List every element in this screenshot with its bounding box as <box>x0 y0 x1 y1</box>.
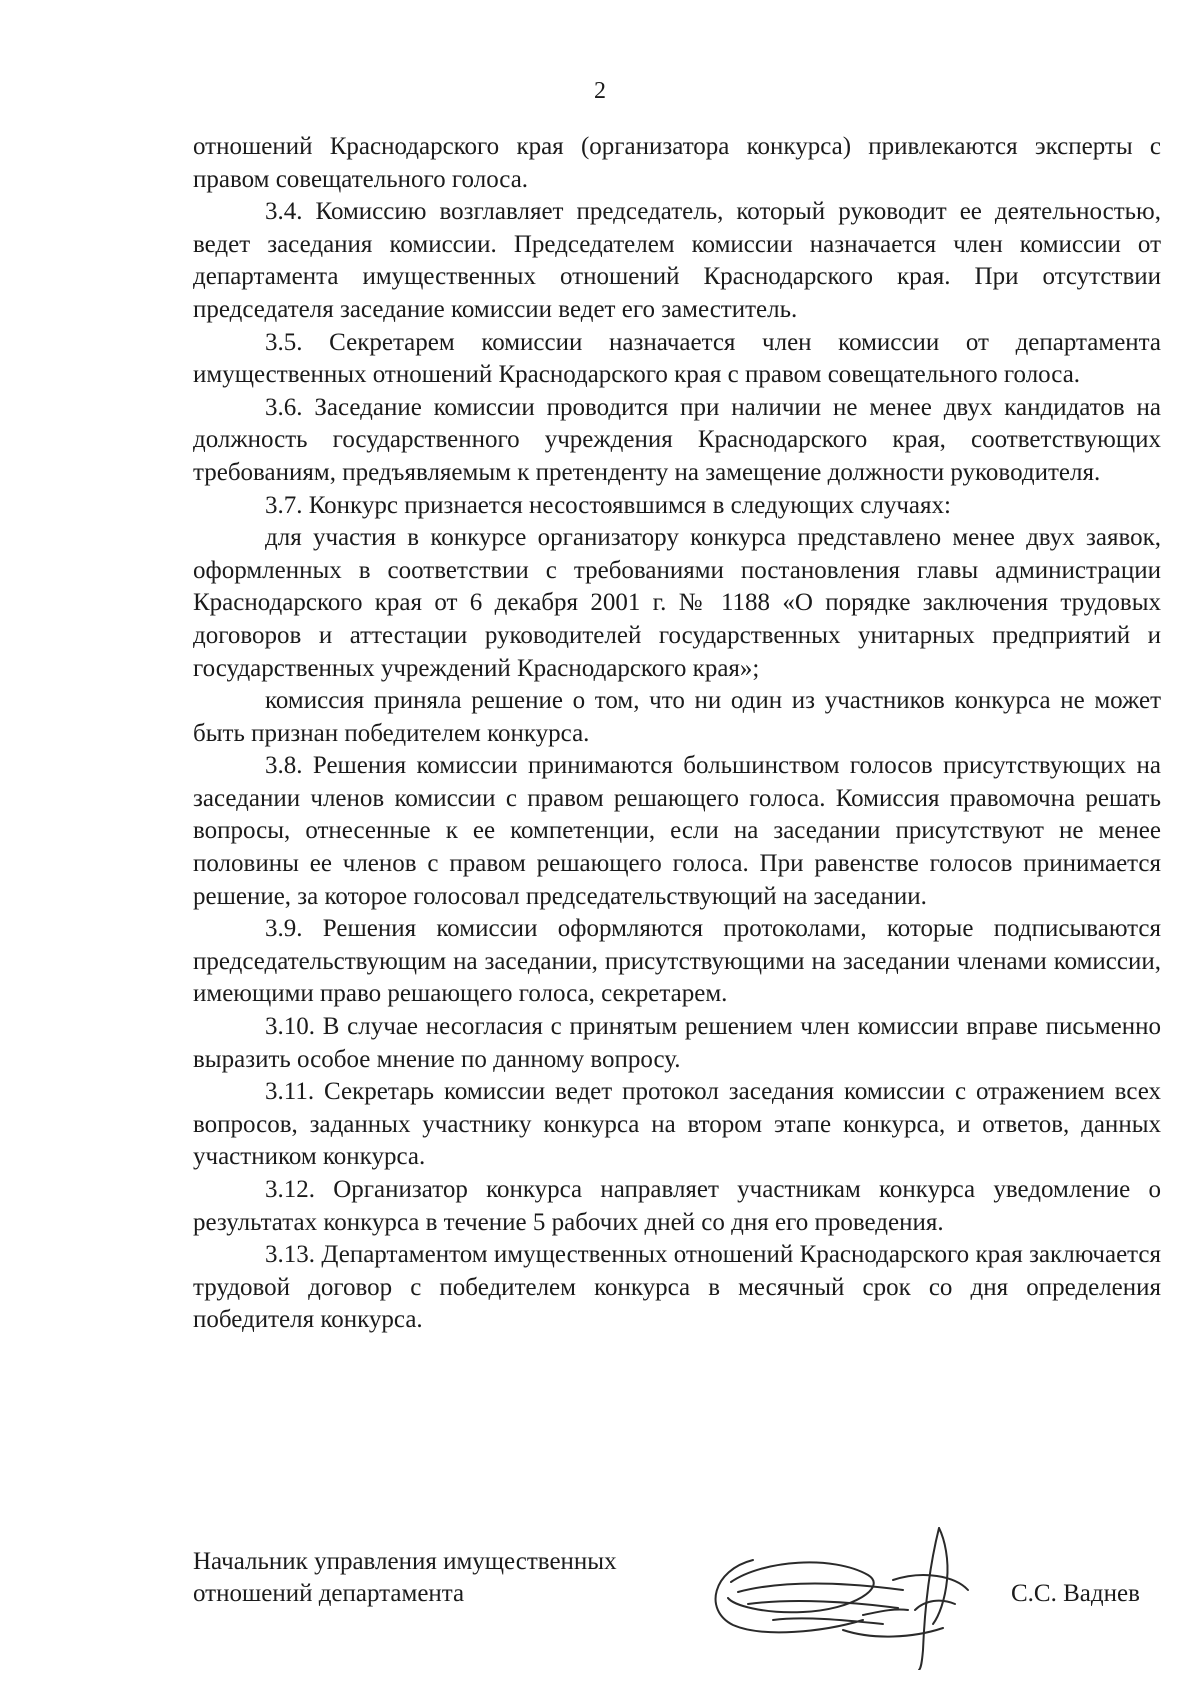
paragraph-3-10: 3.10. В случае несогласия с принятым решением член комиссии вправе письменно выразить особое мнение по данному вопросу. <box>193 1013 1161 1073</box>
document-body <box>193 131 1161 1337</box>
signer-position <box>193 1546 713 1610</box>
paragraph-3-11: 3.11. Секретарь комиссии ведет протокол заседания комиссии с отражением всех вопросов, заданных участнику конкурса на втором этапе конкурса, и ответов, данных участником конкурса. <box>193 1078 1161 1171</box>
paragraph-3-7-case-1: для участия в конкурсе организатору конкурса представлено менее двух заявок, оформленных в соответствии с требованиями постановления главы администрации Краснодарского края от 6 декабря 2001 г. № 1188 «О порядке заключения трудовых договоров и аттестации руководителей государственных унитарных предприятий и государственных учреждений Краснодарского края»; <box>193 524 1161 682</box>
paragraph-3-5: 3.5. Секретарем комиссии назначается член комиссии от департамента имущественных отношений Краснодарского края с правом совещательного голоса. <box>193 328 1161 389</box>
paragraph-continuation: отношений Краснодарского края (организатора конкурса) привлекаются эксперты с правом совещательного голоса. <box>193 133 1161 193</box>
signature-block <box>193 1546 1161 1666</box>
signer-position-line-2: отношений департамента <box>193 1580 465 1607</box>
paragraph-3-7-case-2: комиссия приняла решение о том, что ни один из участников конкурса не может быть признан победителем конкурса. <box>193 687 1161 747</box>
signer-position-line-1: Начальник управления имущественных <box>193 1548 617 1575</box>
paragraph-3-6: 3.6. Заседание комиссии проводится при наличии не менее двух кандидатов на должность государственного учреждения Краснодарского края, соответствующих требованиям, предъявляемым к претенденту на замещение должности руководителя. <box>193 393 1161 486</box>
page-number: 2 <box>594 78 606 104</box>
paragraph-3-13: 3.13. Департаментом имущественных отношений Краснодарского края заключается трудовой договор с победителем конкурса в месячный срок со дня определения победителя конкурса. <box>193 1241 1161 1334</box>
paragraph-3-4: 3.4. Комиссию возглавляет председатель, который руководит ее деятельностью, ведет заседания комиссии. Председателем комиссии назначается член комиссии от департамента имущественных отношений Краснодарского края. При отсутствии председателя заседание комиссии ведет его заместитель. <box>193 198 1161 323</box>
paragraph-3-8: 3.8. Решения комиссии принимаются большинством голосов присутствующих на заседании членов комиссии с правом решающего голоса. Комиссия правомочна решать вопросы, отнесенные к ее компетенции, если на заседании присутствуют не менее половины ее членов с правом решающего голоса. При равенстве голосов принимается решение, за которое голосовал председательствующий на заседании. <box>193 752 1161 910</box>
handwritten-signature-icon <box>693 1520 993 1670</box>
paragraph-3-9: 3.9. Решения комиссии оформляются протоколами, которые подписываются председательствующим на заседании, присутствующими на заседании членами комиссии, имеющими право решающего голоса, секретарем. <box>193 915 1161 1008</box>
paragraph-3-7: 3.7. Конкурс признается несостоявшимся в следующих случаях: <box>265 491 951 519</box>
signer-name: С.С. Ваднев <box>1011 1580 1140 1607</box>
paragraph-3-12: 3.12. Организатор конкурса направляет участникам конкурса уведомление о результатах конкурса в течение 5 рабочих дней со дня его проведения. <box>193 1176 1161 1236</box>
